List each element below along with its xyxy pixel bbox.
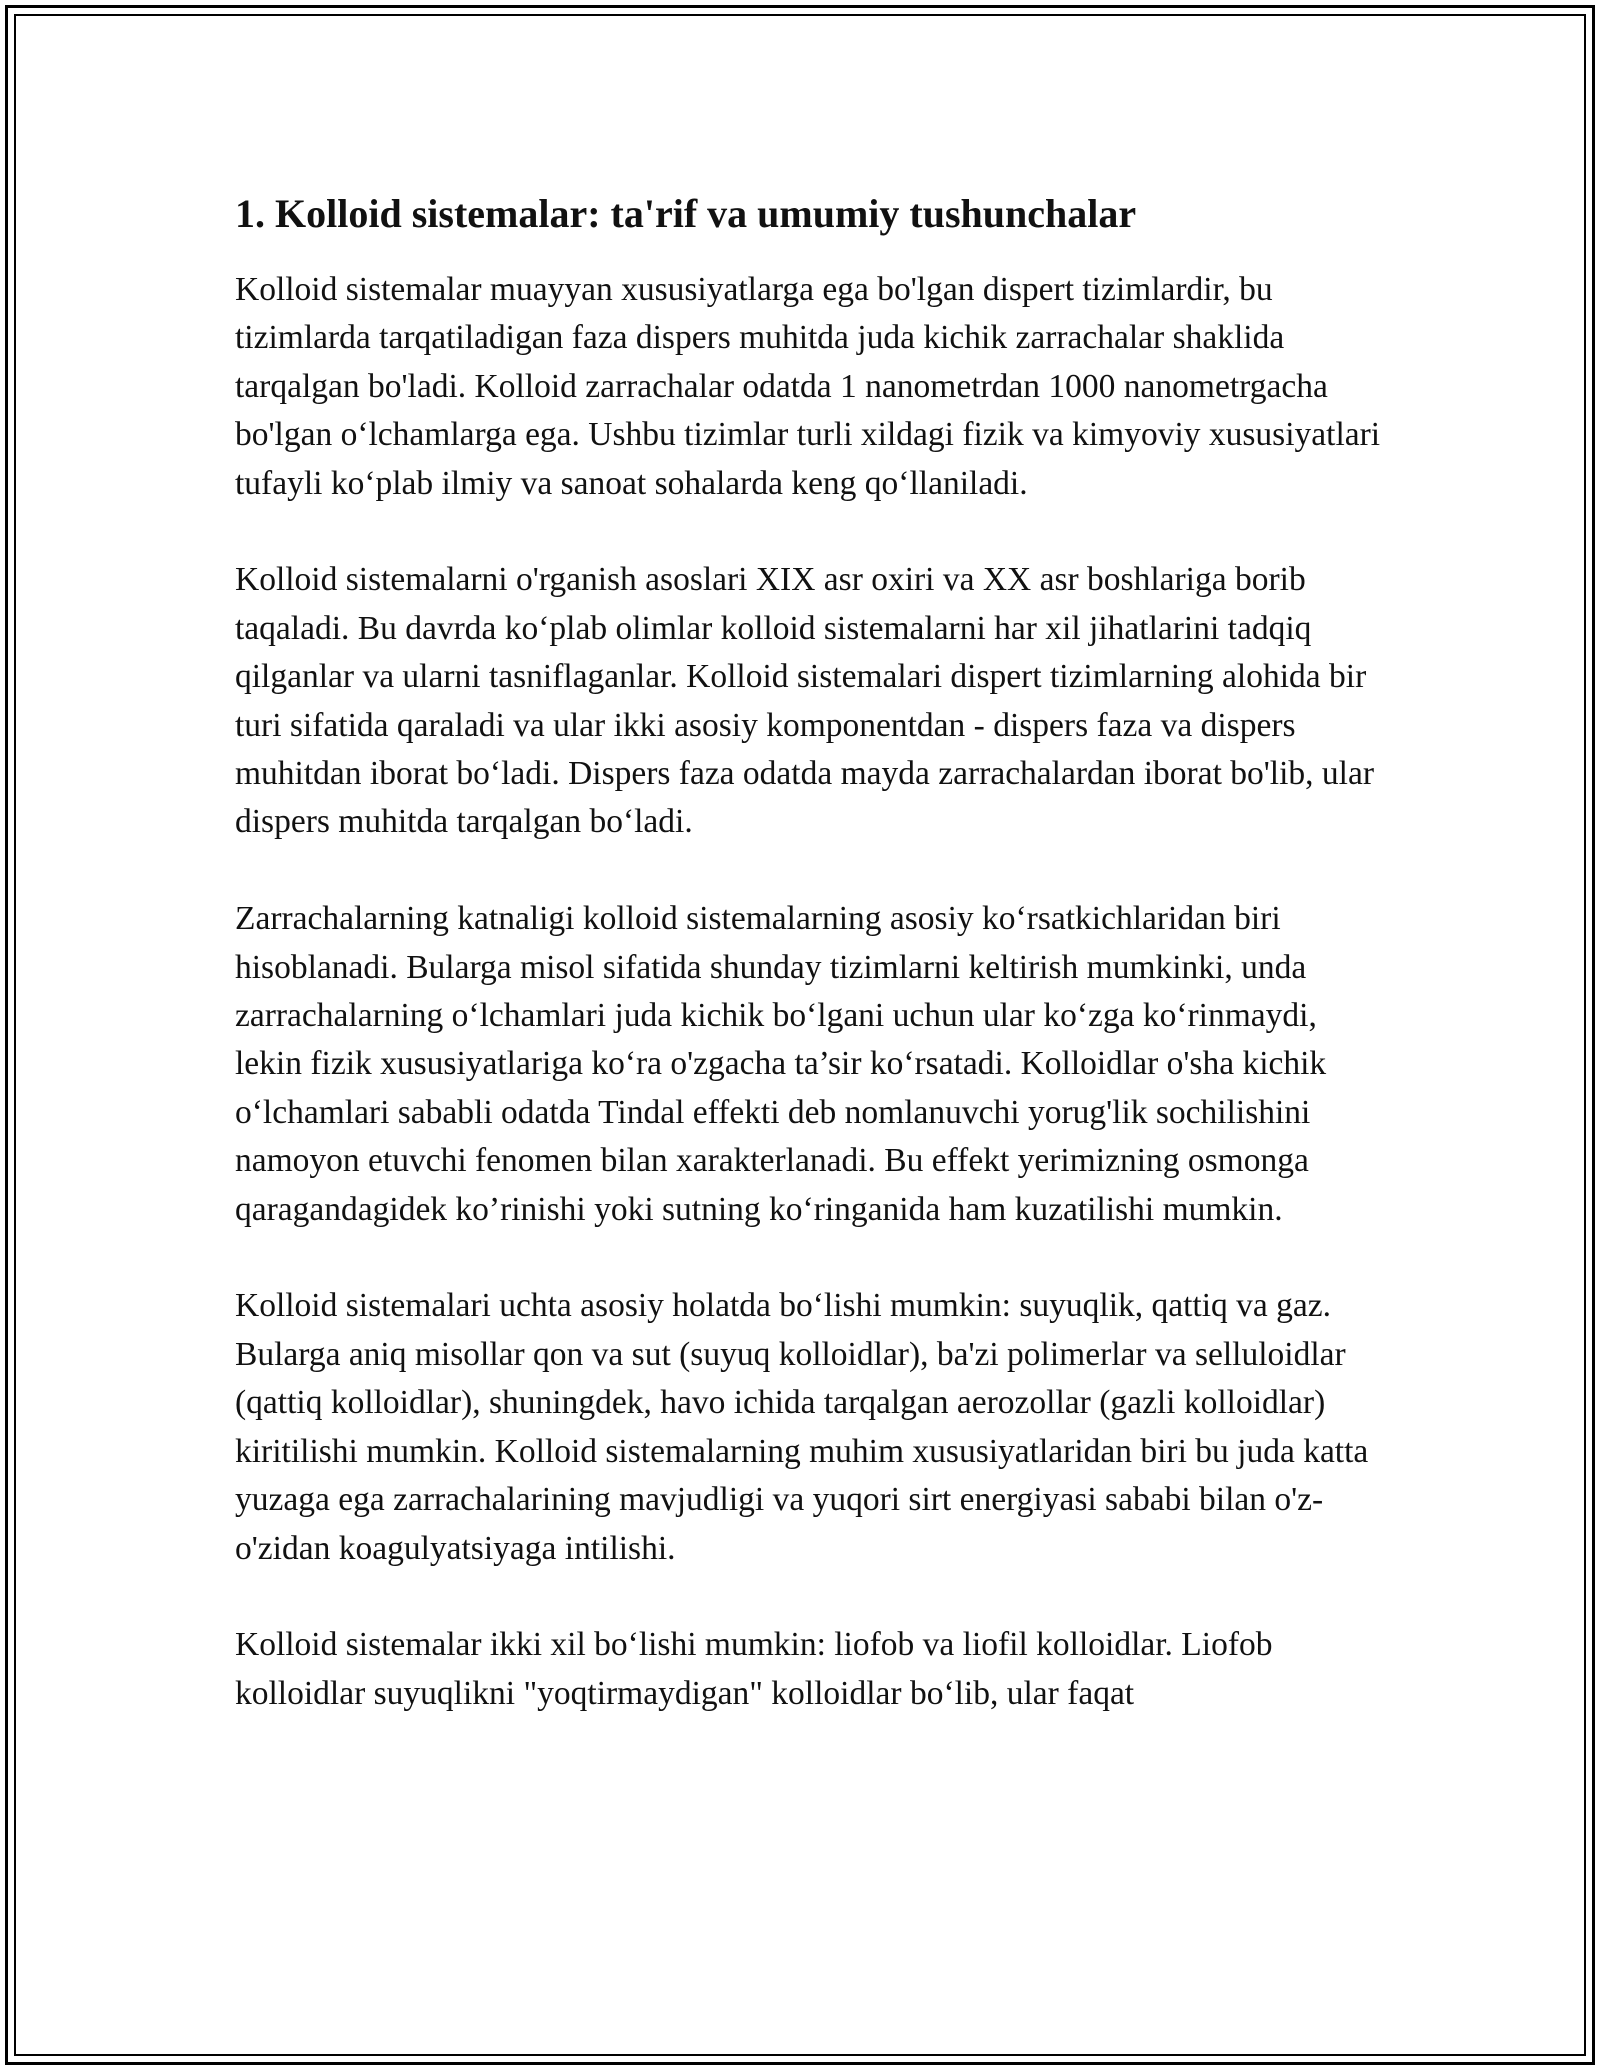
paragraph-states: Kolloid sistemalari uchta asosiy holatda bo‘lishi mumkin: suyuqlik, qattiq va gaz. Bularga aniq misollar qon va sut (suyuq kolloidlar), ba'zi polimerlar va selluloidlar (qattiq kolloidlar), shuningdek, havo ichida tarqalgan aerozollar (gazli kolloidlar) kiritilishi mumkin. Kolloid sistemalarning muhim xususiyatlaridan biri bu juda katta yuzaga ega zarrachalarining mavjudligi va yuqori sirt energiyasi sababi bilan o'z-o'zidan koagulyatsiyaga intilishi.: [235, 1287, 1369, 1567]
paragraph-particle-size: Zarrachalarning katnaligi kolloid sistemalarning asosiy ko‘rsatkichlaridan biri hisoblanadi. Bularga misol sifatida shunday tizimlarni keltirish mumkinki, unda zarrachalarning o‘lchamlari juda kichik bo‘lgani uchun ular ko‘zga ko‘rinmaydi, lekin fizik xususiyatlariga ko‘ra o'zgacha ta’sir ko‘rsatadi. Kolloidlar o'sha kichik o‘lchamlari sababli odatda Tindal effekti deb nomlanuvchi yorug'lik sochilishini namoyon etuvchi fenomen bilan xarakterlanadi. Bu effekt yerimizning osmonga qaragandagidek ko’rinishi yoki sutning ko‘ringanida ham kuzatilishi mumkin.: [235, 900, 1327, 1228]
document-body: [235, 186, 1385, 1767]
paragraph-lyophobic-lyophilic: Kolloid sistemalar ikki xil bo‘lishi mumkin: liofob va liofil kolloidlar. Liofob kolloidlar suyuqlikni "yoqtirmaydigan" kolloidlar bo‘lib, ular faqat: [235, 1626, 1273, 1712]
paragraph-history: Kolloid sistemalarni o'rganish asoslari XIX asr oxiri va XX asr boshlariga borib taqaladi. Bu davrda ko‘plab olimlar kolloid sistemalarni har xil jihatlarini tadqiq qilganlar va ularni tasniflaganlar. Kolloid sistemalari dispert tizimlarning alohida bir turi sifatida qaraladi va ular ikki asosiy komponentdan - dispers faza va dispers muhitdan iborat bo‘ladi. Dispers faza odatda mayda zarrachalardan iborat bo'lib, ular dispers muhitda tarqalgan bo‘ladi.: [235, 561, 1374, 841]
section-heading: 1. Kolloid sistemalar: ta'rif va umumiy tushunchalar: [235, 191, 1137, 236]
paragraph-definition: Kolloid sistemalar muayyan xususiyatlarga ega bo'lgan dispert tizimlardir, bu tizimlarda tarqatiladigan faza dispers muhitda juda kichik zarrachalar shaklida tarqalgan bo'ladi. Kolloid zarrachalar odatda 1 nanometrdan 1000 nanometrgacha bo'lgan o‘lchamlarga ega. Ushbu tizimlar turli xildagi fizik va kimyoviy xususiyatlari tufayli ko‘plab ilmiy va sanoat sohalarda keng qo‘llaniladi.: [235, 271, 1381, 502]
